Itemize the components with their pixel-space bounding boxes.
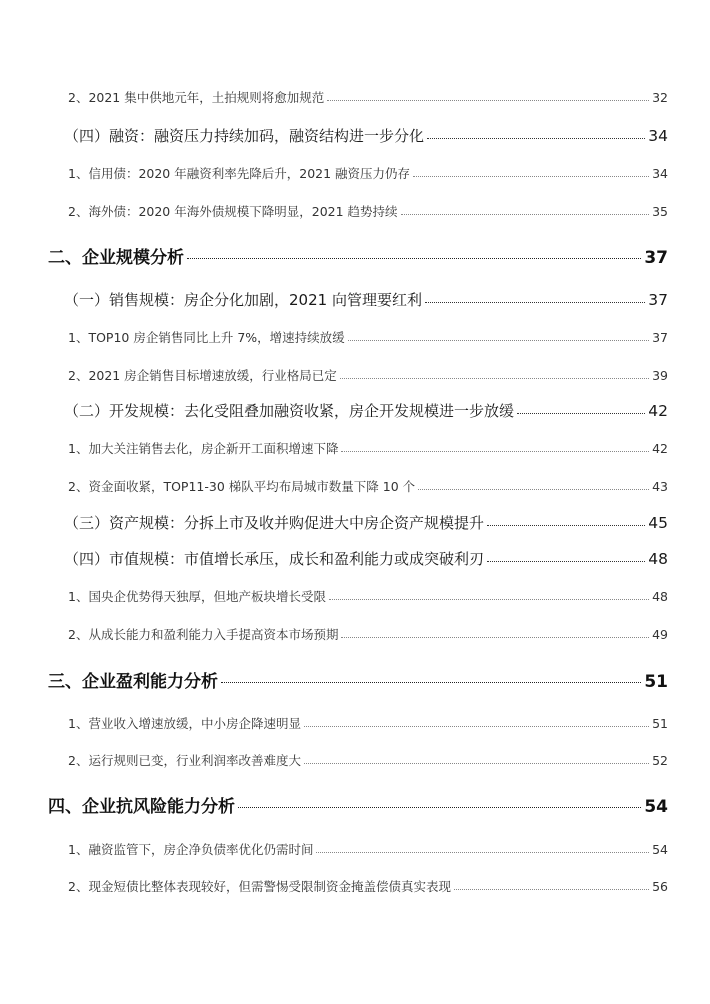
toc-entry-page: 43 xyxy=(652,479,668,494)
toc-chapter-title: 三、企业盈利能力分析 xyxy=(48,672,218,692)
toc-chapter[interactable] xyxy=(0,243,710,268)
dot-leader xyxy=(221,682,641,683)
toc-entry[interactable] xyxy=(0,877,710,895)
toc-entry-page: 42 xyxy=(648,402,668,420)
dot-leader xyxy=(341,451,649,452)
toc-entry-title: 2、运行规则已变，行业利润率改善难度大 xyxy=(68,753,301,768)
toc-entry-title: 1、营业收入增速放缓，中小房企降速明显 xyxy=(68,716,301,731)
toc-chapter-page: 37 xyxy=(644,248,668,268)
dot-leader xyxy=(487,525,645,526)
toc-entry-title: （四）市值规模：市值增长承压，成长和盈利能力或成突破利刃 xyxy=(64,550,485,568)
toc-entry-title: 1、TOP10 房企销售同比上升 7%，增速持续放缓 xyxy=(68,330,345,345)
toc-entry-title: 2、海外债：2020 年海外债规模下降明显，2021 趋势持续 xyxy=(68,204,398,219)
dot-leader xyxy=(304,763,649,764)
dot-leader xyxy=(425,302,645,303)
toc-entry-title: 2、从成长能力和盈利能力入手提高资本市场预期 xyxy=(68,627,339,642)
dot-leader xyxy=(454,889,649,890)
toc-entry[interactable] xyxy=(0,840,710,858)
toc-entry-page: 45 xyxy=(648,514,668,532)
toc-entry-page: 34 xyxy=(648,127,668,145)
toc-entry[interactable] xyxy=(0,714,710,732)
toc-entry-page: 49 xyxy=(652,627,668,642)
toc-entry-title: 2、2021 集中供地元年，土拍规则将愈加规范 xyxy=(68,90,325,105)
dot-leader xyxy=(187,258,641,259)
dot-leader xyxy=(304,726,649,727)
toc-entry-title: （一）销售规模：房企分化加剧，2021 向管理要红利 xyxy=(64,291,422,309)
toc-entry-title: （四）融资：融资压力持续加码，融资结构进一步分化 xyxy=(64,127,425,145)
toc-entry[interactable] xyxy=(0,548,710,569)
toc-entry-page: 48 xyxy=(648,550,668,568)
toc-entry[interactable] xyxy=(0,512,710,533)
toc-entry[interactable] xyxy=(0,587,710,605)
toc-entry-page: 37 xyxy=(648,291,668,309)
dot-leader xyxy=(341,637,649,638)
toc-entry-page: 48 xyxy=(652,589,668,604)
toc-chapter[interactable] xyxy=(0,667,710,692)
toc-chapter-page: 54 xyxy=(644,797,668,817)
toc-entry-page: 51 xyxy=(652,716,668,731)
toc-entry-title: 1、信用债：2020 年融资利率先降后升，2021 融资压力仍存 xyxy=(68,166,411,181)
toc-entry-title: 1、国央企优势得天独厚，但地产板块增长受限 xyxy=(68,589,326,604)
dot-leader xyxy=(401,214,650,215)
toc-entry[interactable] xyxy=(0,477,710,495)
dot-leader xyxy=(327,100,649,101)
toc-entry[interactable] xyxy=(0,625,710,643)
toc-entry-title: 2、2021 房企销售目标增速放缓，行业格局已定 xyxy=(68,368,337,383)
dot-leader xyxy=(418,489,649,490)
toc-entry[interactable] xyxy=(0,400,710,421)
toc-entry-title: 2、现金短债比整体表现较好，但需警惕受限制资金掩盖偿债真实表现 xyxy=(68,879,451,894)
toc-entry-title: 1、加大关注销售去化，房企新开工面积增速下降 xyxy=(68,441,339,456)
toc-entry-title: （三）资产规模：分拆上市及收并购促进大中房企资产规模提升 xyxy=(64,514,485,532)
toc-entry[interactable] xyxy=(0,366,710,384)
toc-entry[interactable] xyxy=(0,439,710,457)
dot-leader xyxy=(487,561,645,562)
dot-leader xyxy=(329,599,649,600)
toc-entry[interactable] xyxy=(0,164,710,182)
dot-leader xyxy=(238,807,641,808)
dot-leader xyxy=(348,340,649,341)
toc-entry-page: 35 xyxy=(652,204,668,219)
dot-leader xyxy=(413,176,649,177)
dot-leader xyxy=(427,138,645,139)
toc-entry[interactable] xyxy=(0,125,710,146)
toc-chapter-title: 二、企业规模分析 xyxy=(48,248,184,268)
toc-chapter-title: 四、企业抗风险能力分析 xyxy=(48,797,235,817)
dot-leader xyxy=(316,852,649,853)
toc-entry[interactable] xyxy=(0,202,710,220)
dot-leader xyxy=(340,378,649,379)
toc-entry[interactable] xyxy=(0,289,710,310)
toc-entry-page: 32 xyxy=(652,90,668,105)
toc-entry-title: （二）开发规模：去化受阻叠加融资收紧，房企开发规模进一步放缓 xyxy=(64,402,515,420)
toc-entry-page: 56 xyxy=(652,879,668,894)
toc-chapter-page: 51 xyxy=(644,672,668,692)
toc-entry-title: 2、资金面收紧，TOP11-30 梯队平均布局城市数量下降 10 个 xyxy=(68,479,416,494)
toc-chapter[interactable] xyxy=(0,792,710,817)
toc-entry-page: 52 xyxy=(652,753,668,768)
toc-entry[interactable] xyxy=(0,751,710,769)
toc-entry[interactable] xyxy=(0,328,710,346)
toc-entry-page: 37 xyxy=(652,330,668,345)
toc-entry-page: 54 xyxy=(652,842,668,857)
toc-entry-page: 39 xyxy=(652,368,668,383)
toc-entry-page: 34 xyxy=(652,166,668,181)
toc-entry-title: 1、融资监管下，房企净负债率优化仍需时间 xyxy=(68,842,314,857)
dot-leader xyxy=(517,413,645,414)
toc-entry-page: 42 xyxy=(652,441,668,456)
toc-entry[interactable] xyxy=(0,88,710,106)
